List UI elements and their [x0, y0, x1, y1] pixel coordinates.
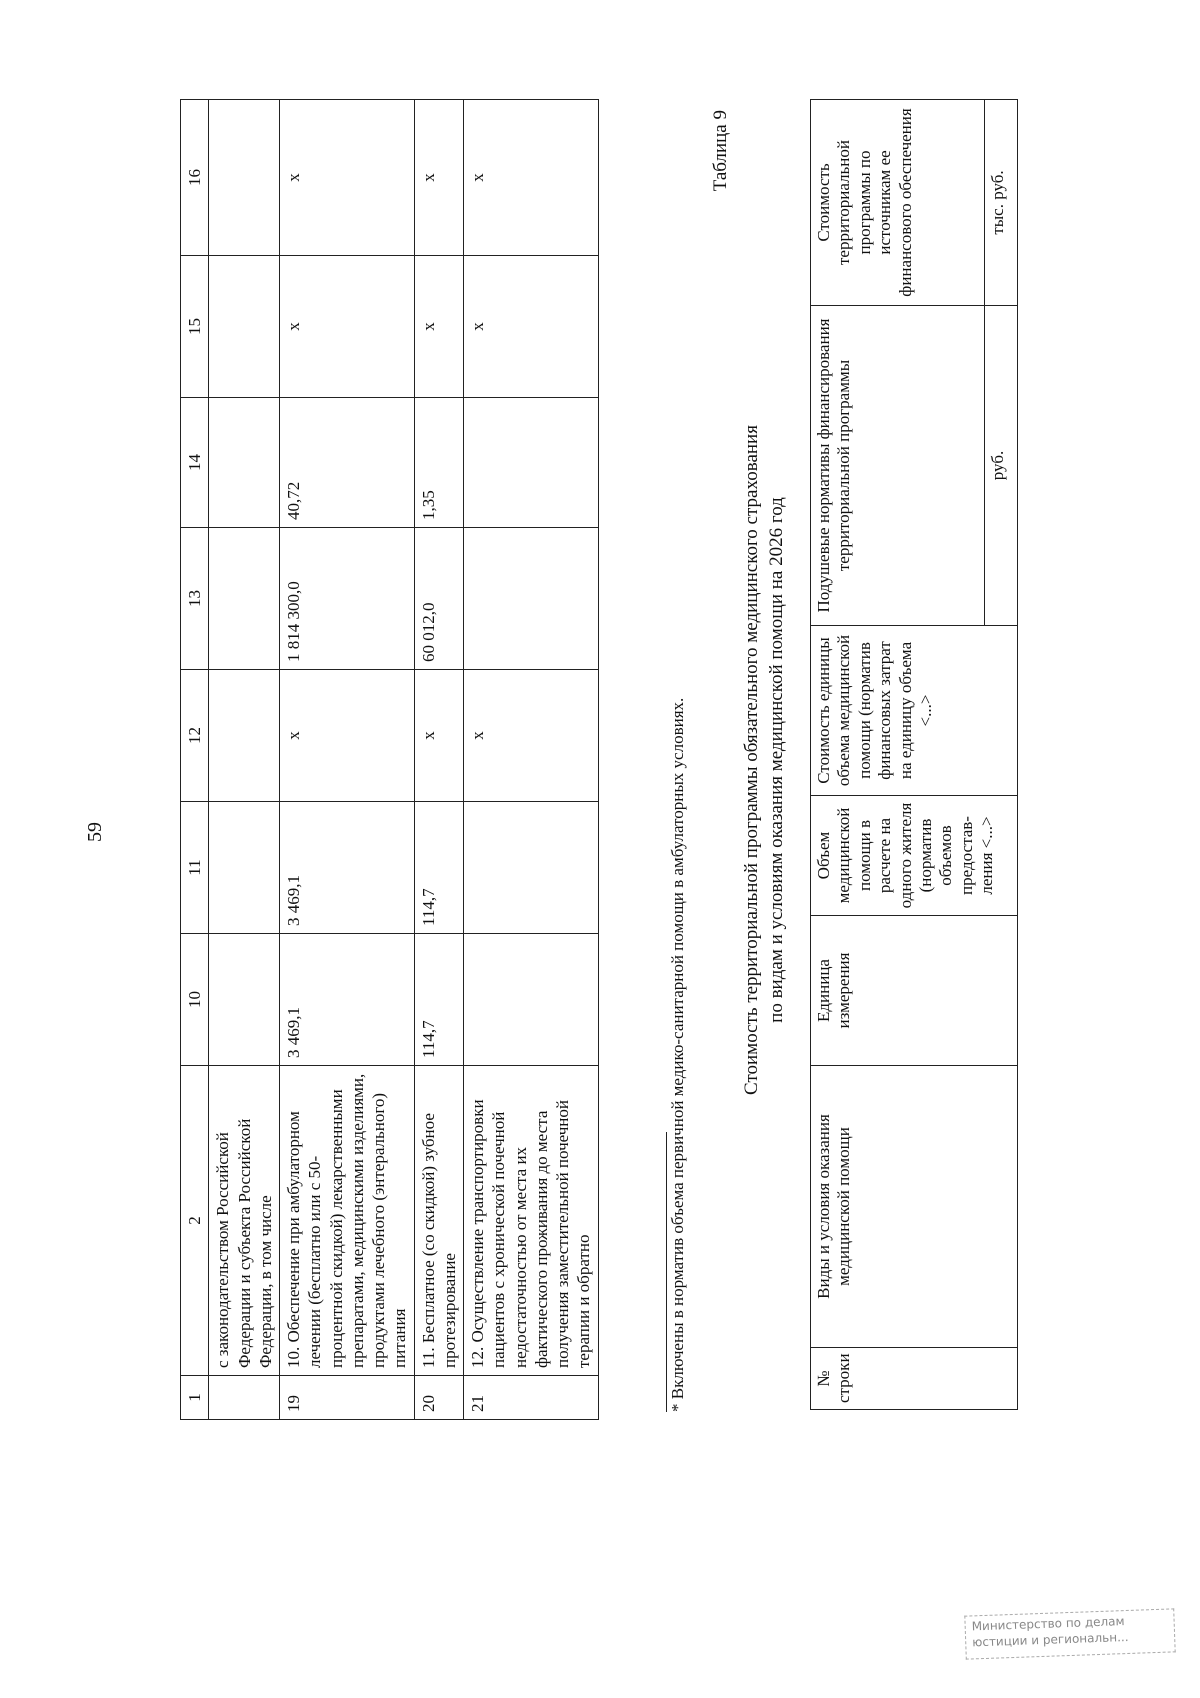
row-number — [209, 1376, 280, 1420]
cell: х — [280, 256, 415, 398]
stamp-line: юстиции и региональн... — [971, 1630, 1129, 1650]
table-row — [414, 100, 464, 1420]
cell: х — [414, 256, 464, 398]
table-row — [209, 100, 280, 1420]
stamp-line: Министерство по делам — [971, 1614, 1125, 1634]
col-header-program-cost: Стоимость территориальной программы по источникам ее финансового обеспечения — [811, 99, 985, 305]
rotated-sheet — [110, 100, 1050, 1420]
cell — [209, 934, 280, 1066]
col-header: 13 — [181, 528, 209, 670]
row-name: 11. Бесплатное (со скидкой) зубное протезирование — [414, 1066, 464, 1376]
row-name: 10. Обеспечение при амбулаторном лечении (бесплатно или с 50-процентной скидкой) лекарственными препаратами, медицинскими изделиями, продуктами лечебного (энтерального) питания — [280, 1066, 415, 1376]
cell — [209, 398, 280, 528]
col-header: 14 — [181, 398, 209, 528]
registration-stamp — [964, 1608, 1175, 1659]
cell: х — [280, 670, 415, 802]
col-header: 1 — [181, 1376, 209, 1420]
cell: 3 469,1 — [280, 934, 415, 1066]
col-header-types: Виды и условия оказания медицинской помощи — [811, 1066, 1018, 1348]
table-title — [740, 100, 789, 1420]
footnote: * Включены в норматив объема первичной медико-санитарной помощи в амбулаторных условиях. — [668, 697, 687, 1412]
table-row — [464, 100, 599, 1420]
cell — [464, 398, 599, 528]
cell: х — [414, 100, 464, 256]
unit-rub: руб. — [985, 305, 1018, 625]
col-header: 10 — [181, 934, 209, 1066]
col-header-volume: Объем медицинской помощи в расчете на одного жителя (норматив объемов предостав-ления <...> — [811, 796, 1018, 916]
row-name: с законодательством Российской Федерации и субъекта Российской Федерации, в том числе — [209, 1066, 280, 1376]
table-row — [280, 100, 415, 1420]
cell: 114,7 — [414, 802, 464, 934]
cell: 1 814 300,0 — [280, 528, 415, 670]
row-name: 12. Осуществление транспортировки пациентов с хронической почечной недостаточностью от места их фактического проживания до места получения заместительной почечной терапии и обратно — [464, 1066, 599, 1376]
cell — [464, 528, 599, 670]
cell: 1,35 — [414, 398, 464, 528]
page-number: 59 — [84, 822, 106, 842]
cell — [209, 100, 280, 256]
col-header: 2 — [181, 1066, 209, 1376]
footnote-divider — [666, 1132, 667, 1412]
col-header: 12 — [181, 670, 209, 802]
cell: х — [280, 100, 415, 256]
cell: 40,72 — [280, 398, 415, 528]
col-header-unit: Единица измерения — [811, 916, 1018, 1066]
col-header-unit-cost: Стоимость единицы объема медицинской помощи (норматив финансовых затрат на единицу объема <...> — [811, 626, 1018, 796]
cell — [209, 528, 280, 670]
continued-table — [180, 99, 599, 1420]
cost-table — [810, 99, 1018, 1410]
cell — [464, 934, 599, 1066]
cell: 114,7 — [414, 934, 464, 1066]
row-number: 21 — [464, 1376, 599, 1420]
row-number: 19 — [280, 1376, 415, 1420]
cell — [209, 802, 280, 934]
cell: х — [464, 100, 599, 256]
col-header-per-capita: Подушевые нормативы финансирования территориальной программы — [811, 305, 985, 625]
cell — [209, 256, 280, 398]
cell: х — [464, 670, 599, 802]
col-header: 15 — [181, 256, 209, 398]
col-header: 11 — [181, 802, 209, 934]
col-header-num: № строки — [811, 1348, 1018, 1410]
table-label: Таблица 9 — [710, 110, 731, 192]
row-number: 20 — [414, 1376, 464, 1420]
table-title-line: по видам и условиям оказания медицинской помощи на 2026 год — [765, 497, 787, 1023]
table-title-line: Стоимость территориальной программы обязательного медицинского страхования — [741, 425, 762, 1095]
cell: 3 469,1 — [280, 802, 415, 934]
cell: х — [464, 256, 599, 398]
cell: 60 012,0 — [414, 528, 464, 670]
unit-thous-rub: тыс. руб. — [985, 99, 1018, 305]
header-row — [811, 99, 985, 1409]
header-row — [181, 100, 209, 1420]
col-header: 16 — [181, 100, 209, 256]
cell: х — [414, 670, 464, 802]
cell — [209, 670, 280, 802]
cell — [464, 802, 599, 934]
